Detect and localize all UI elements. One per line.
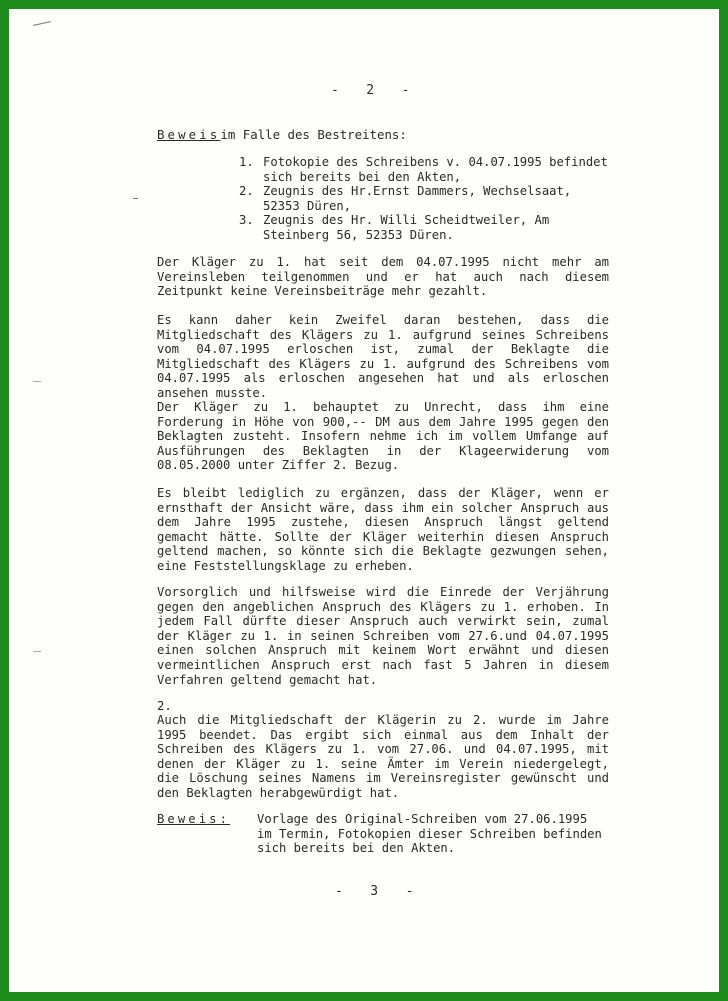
paragraph: Es kann daher kein Zweifel daran bestehen, dass die Mitgliedschaft des Klägers zu 1. aufgrund seines Schreibens vom 04.07.1995 erloschen ist, zumal der Beklagte die Mitgliedschaft des Klägers zu 1. aufgrund des Schreibens vom 04.07.1995 als erloschen angesehen hat und als erloschen ansehen musste. xyxy=(157,313,609,400)
evidence-item: 2. Zeugnis des Hr.Ernst Dammers, Wechselsaat, 52353 Düren, xyxy=(239,184,572,213)
paragraph: Es bleibt lediglich zu ergänzen, dass der Kläger, wenn er ernsthaft der Ansicht wäre, dass ihm ein solcher Anspruch aus dem Jahre 1995 zustehe, diesen Anspruch längst geltend gemacht hätte. Sollte der Kläger weiterhin diesen Anspruch geltend machen, so könnte sich die Beklagte gezwungen sehen, eine Feststellungsklage zu erheben. xyxy=(157,486,609,573)
evidence-label: Beweis xyxy=(157,127,221,142)
evidence-item: 3. Zeugnis des Hr. Willi Scheidtweiler, Am Steinberg 56, 52353 Düren. xyxy=(239,213,550,242)
paragraph: Der Kläger zu 1. hat seit dem 04.07.1995 nicht mehr am Vereinsleben teilgenommen und er hat auch nach diesem Zeitpunkt keine Vereinsbeiträge mehr gezahlt. xyxy=(157,255,609,299)
paragraph: Vorsorglich und hilfsweise wird die Einrede der Verjährung gegen den angeblichen Anspruch des Klägers zu 1. erhoben. In jedem Fall dürfte dieser Anspruch auch verwirkt sein, zumal der Kläger zu 1. in seinen Schreiben vom 27.6.und 04.07.1995 einen solchen Anspruch mit keinem Wort erwähnt und diesen vermeintlichen Anspruch erst nach fast 5 Jahren in diesem Verfahren geltend gemacht hat. xyxy=(157,585,609,687)
scan-artifact xyxy=(33,651,41,652)
next-page-marker: - 3 - xyxy=(335,884,415,899)
evidence-intro: im Falle des Bestreitens: xyxy=(220,127,407,142)
scan-artifact xyxy=(33,21,51,26)
document-page xyxy=(9,9,719,992)
section-number: 2. xyxy=(157,699,172,713)
evidence-label-2: Beweis: xyxy=(157,812,231,826)
paragraph: Der Kläger zu 1. behauptet zu Unrecht, dass ihm eine Forderung in Höhe von 900,-- DM aus dem Jahre 1995 gegen den Beklagten zusteht. Insofern nehme ich im vollem Umfange auf Ausführungen des Beklagten in der Klageerwiderung vom 08.05.2000 unter Ziffer 2. Bezug. xyxy=(157,400,609,473)
evidence-heading xyxy=(157,127,407,142)
page-number: - 2 - xyxy=(331,83,411,98)
scan-artifact xyxy=(133,198,138,199)
scan-artifact xyxy=(33,381,41,382)
evidence-item: 1. Fotokopie des Schreibens v. 04.07.1995 befindet sich bereits bei den Akten, xyxy=(239,155,608,184)
evidence-list xyxy=(239,155,609,243)
evidence-text-2: Vorlage des Original-Schreiben vom 27.06.1995 im Termin, Fotokopien dieser Schreiben befinden sich bereits bei den Akten. xyxy=(257,812,602,856)
section-paragraph: Auch die Mitgliedschaft der Klägerin zu 2. wurde im Jahre 1995 beendet. Das ergibt sich einmal aus dem Inhalt der Schreiben des Klägers zu 1. vom 27.06. und 04.07.1995, mit denen der Kläger zu 1. seine Ämter im Verein niedergelegt, die Löschung seines Namens im Vereinsregister gewünscht und den Beklagten herabgewürdigt hat. xyxy=(157,713,609,800)
